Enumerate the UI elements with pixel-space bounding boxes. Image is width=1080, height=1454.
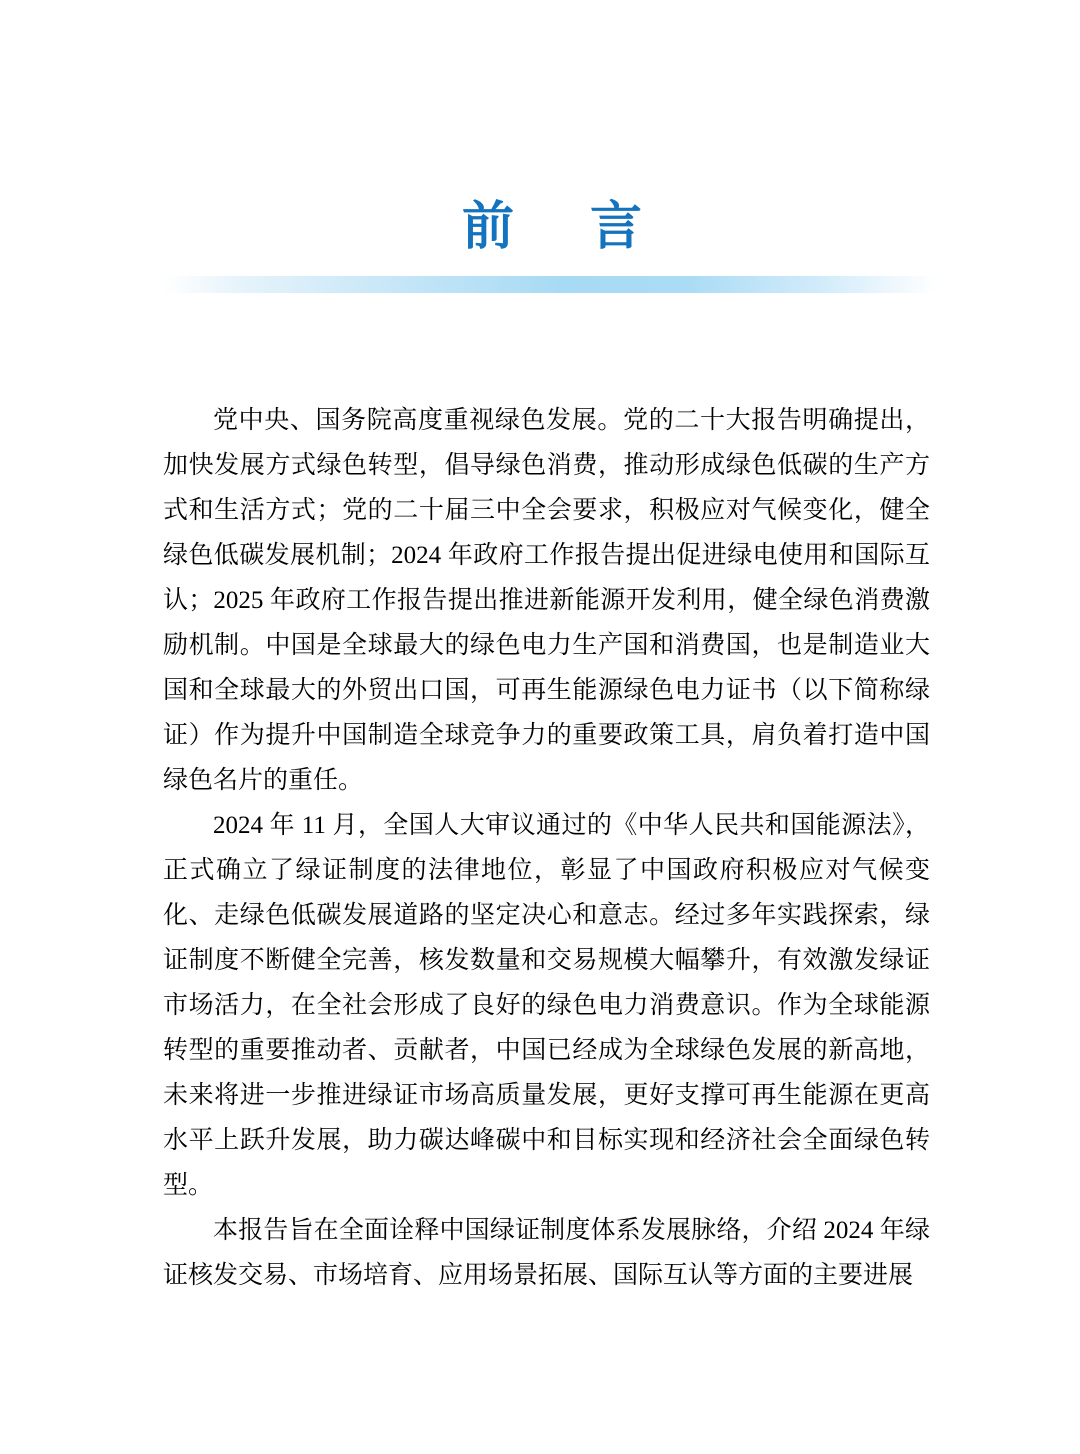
title-divider-gradient-bar: [163, 276, 937, 293]
page-title: [12, 198, 1080, 260]
paragraph-2: 2024 年 11 月，全国人大审议通过的《中华人民共和国能源法》，正式确立了绿证制度的法律地位，彰显了中国政府积极应对气候变化、走绿色低碳发展道路的坚定决心和意志。经过多年实践探索，绿证制度不断健全完善，核发数量和交易规模大幅攀升，有效激发绿证市场活力，在全社会形成了良好的绿色电力消费意识。作为全球能源转型的重要推动者、贡献者，中国已经成为全球绿色发展的新高地，未来将进一步推进绿证市场高质量发展，更好支撑可再生能源在更高水平上跃升发展，助力碳达峰碳中和目标实现和经济社会全面绿色转型。: [163, 812, 930, 1199]
paragraph-3: 本报告旨在全面诠释中国绿证制度体系发展脉络，介绍 2024 年绿证核发交易、市场培育、应用场景拓展、国际互认等方面的主要进展: [163, 1217, 930, 1289]
page-title-char-1: 前: [461, 199, 514, 256]
document-body: [163, 398, 930, 1298]
paragraph-1: 党中央、国务院高度重视绿色发展。党的二十大报告明确提出，加快发展方式绿色转型，倡导绿色消费，推动形成绿色低碳的生产方式和生活方式；党的二十届三中全会要求，积极应对气候变化，健全绿色低碳发展机制；2024 年政府工作报告提出促进绿电使用和国际互认；2025 年政府工作报告提出推进新能源开发利用，健全绿色消费激励机制。中国是全球最大的绿色电力生产国和消费国，也是制造业大国和全球最大的外贸出口国，可再生能源绿色电力证书（以下简称绿证）作为提升中国制造全球竞争力的重要政策工具，肩负着打造中国绿色名片的重任。: [163, 407, 930, 794]
page-title-char-2: 言: [590, 199, 643, 256]
